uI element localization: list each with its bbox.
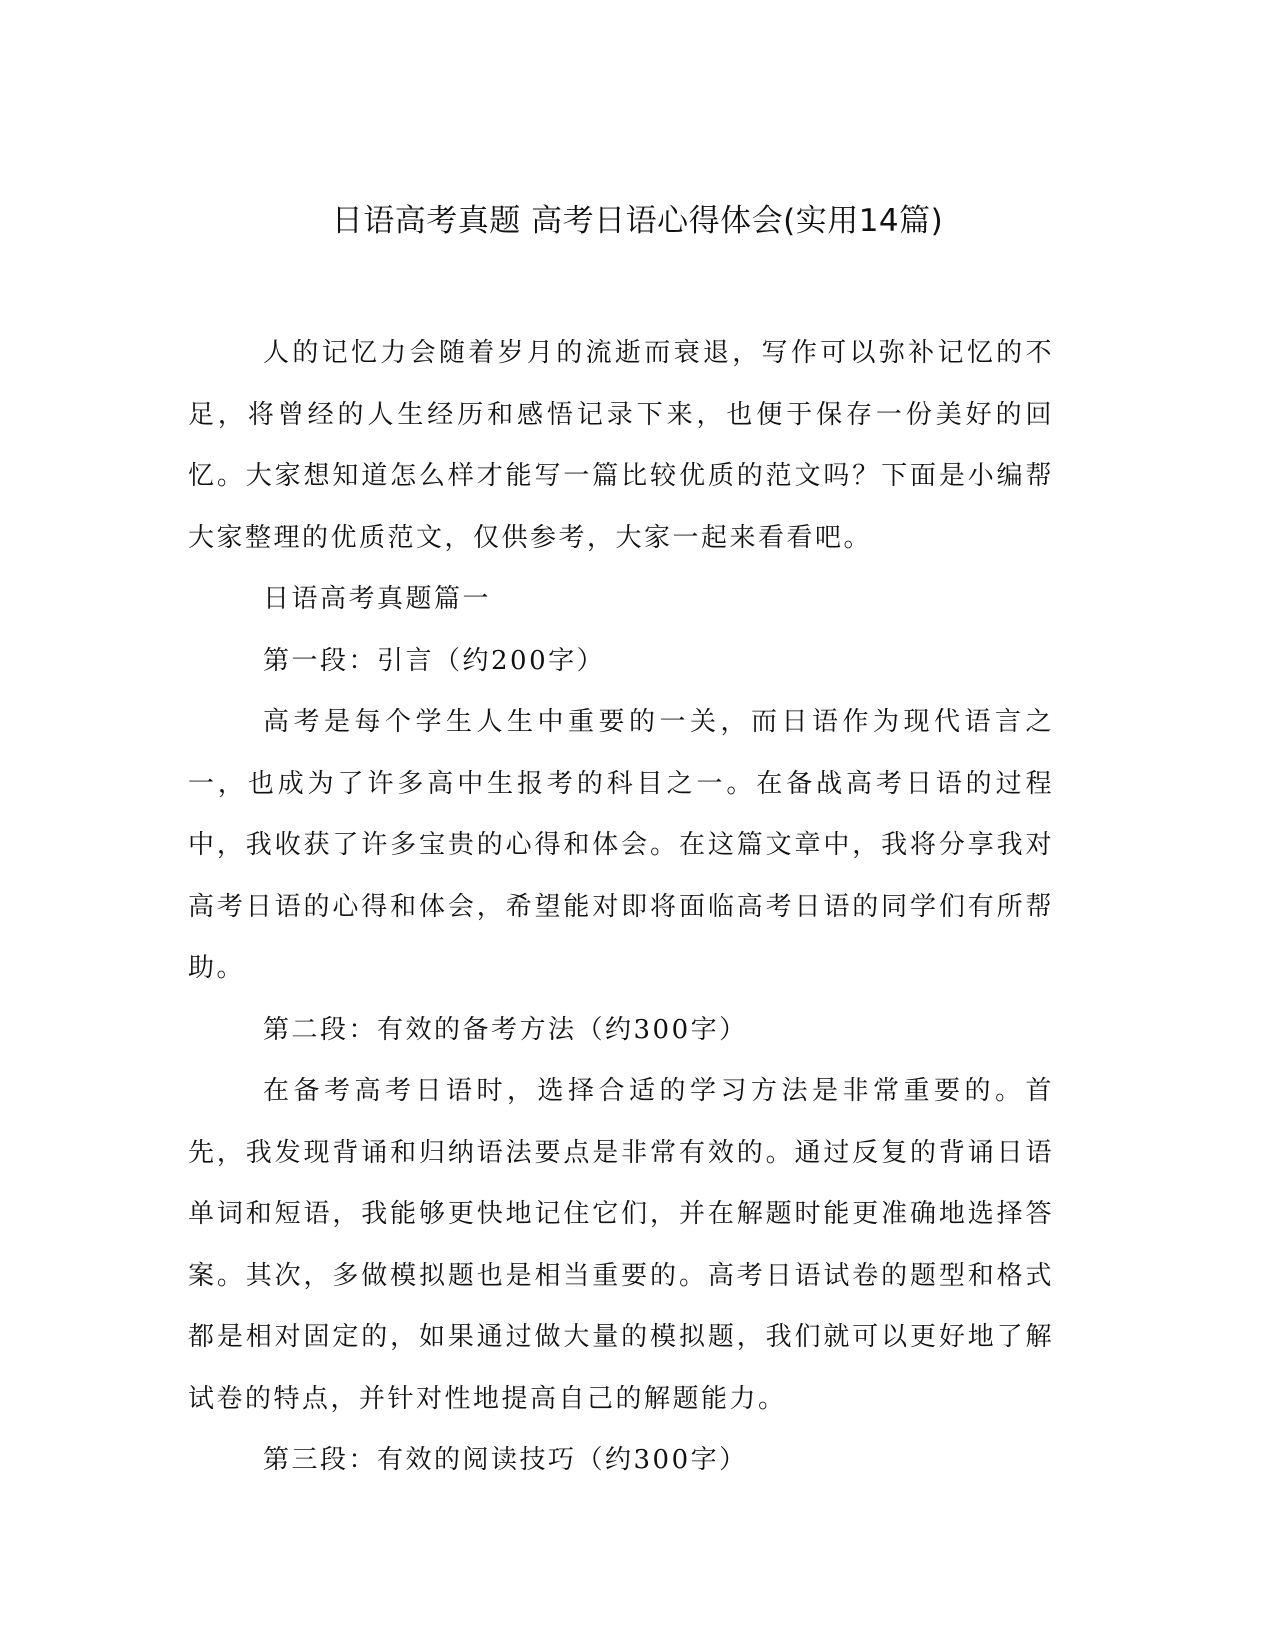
body-paragraph: 高考是每个学生人生中重要的一关，而日语作为现代语言之一，也成为了许多高中生报考的科目之一。在备战高考日语的过程中，我收获了许多宝贵的心得和体会。在这篇文章中，我将分享我对高考日语的心得和体会，希望能对即将面临高考日语的同学们有所帮助。 bbox=[188, 707, 1054, 983]
document-body bbox=[188, 323, 1054, 1492]
document-title: 日语高考真题 高考日语心得体会(实用14篇) bbox=[331, 203, 944, 239]
subsection-heading: 第一段：引言（约200字） bbox=[263, 645, 606, 676]
body-paragraph: 在备考高考日语时，选择合适的学习方法是非常重要的。首先，我发现背诵和归纳语法要点是非常有效的。通过反复的背诵日语单词和短语，我能够更快地记住它们，并在解题时能更准确地选择答案。其次，多做模拟题也是相当重要的。高考日语试卷的题型和格式都是相对固定的，如果通过做大量的模拟题，我们就可以更好地了解试卷的特点，并针对性地提高自己的解题能力。 bbox=[188, 1076, 1054, 1414]
subsection-heading: 第二段：有效的备考方法（约300字） bbox=[263, 1014, 748, 1045]
intro-paragraph: 人的记忆力会随着岁月的流逝而衰退，写作可以弥补记忆的不足，将曾经的人生经历和感悟记录下来，也便于保存一份美好的回忆。大家想知道怎么样才能写一篇比较优质的范文吗？下面是小编帮大家整理的优质范文，仅供参考，大家一起来看看吧。 bbox=[188, 338, 1054, 553]
subsection-heading: 第三段：有效的阅读技巧（约300字） bbox=[263, 1445, 748, 1475]
section-heading: 日语高考真题篇一 bbox=[263, 584, 492, 614]
